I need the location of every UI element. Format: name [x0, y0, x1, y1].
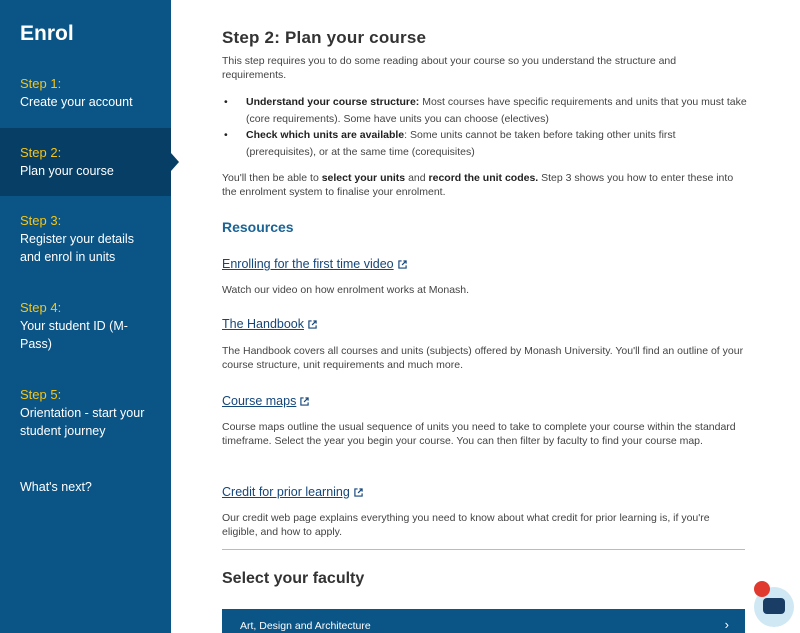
page-title: Step 2: Plan your course [222, 28, 427, 47]
sidebar-title: Enrol [20, 22, 74, 45]
link-text: The Handbook [222, 317, 305, 331]
step-label: Your student ID (M-Pass) [20, 319, 128, 351]
list-item [222, 127, 747, 160]
link-text: Enrolling for the first time video [222, 257, 394, 271]
text-span: Step 3 shows you how to enter these into the enrolment system to finalise your enrolment. [222, 172, 734, 198]
step-number: Step 4: [20, 300, 62, 315]
resources-heading: Resources [222, 219, 294, 235]
divider [222, 549, 745, 550]
sidebar-item-step-4[interactable] [0, 299, 171, 353]
step-label: Plan your course [20, 164, 114, 178]
step-number: Step 3: [20, 213, 62, 228]
notification-badge [754, 581, 770, 597]
sidebar-item-step-1[interactable] [0, 75, 171, 111]
step-label: Orientation - start your student journey [20, 406, 145, 438]
bullet-heading: Check which units are available [246, 129, 405, 141]
resource-description: Course maps outline the usual sequence of units you need to take to complete your course within the standard timeframe. Select the year you begin your course. You can then filter by faculty to find your course map. [222, 421, 736, 447]
step-label: Create your account [20, 95, 133, 109]
sidebar-item-step-3[interactable] [0, 212, 171, 266]
external-link-icon [354, 488, 363, 497]
sidebar-item-step-5[interactable] [0, 386, 171, 440]
faculty-accordion-art-design-architecture[interactable] [222, 609, 745, 633]
text-bold: select your units [321, 172, 406, 184]
chat-bubble-icon [763, 598, 785, 614]
resource-description: The Handbook covers all courses and units (subjects) offered by Monash University. You'll find an outline of your course structure, unit requirements and much more. [222, 345, 744, 371]
link-text: Course maps [222, 394, 297, 408]
requirements-list [222, 94, 747, 160]
step-number: Step 1: [20, 76, 62, 91]
sidebar-nav [0, 0, 171, 633]
text-span: and [405, 172, 429, 184]
external-link-icon [300, 397, 309, 406]
bullet-heading: Understand your course structure: [246, 96, 420, 108]
step-number: Step 5: [20, 387, 62, 402]
text-bold: record the unit codes. [428, 172, 539, 184]
step-number: Step 2: [20, 145, 62, 160]
enrolling-video-link[interactable] [222, 257, 407, 271]
bullet-text: Most courses have specific requirements and units that you must take (core requirements). Some have units you can choose (electives) [246, 96, 747, 125]
external-link-icon [398, 260, 407, 269]
list-item [222, 94, 747, 127]
text-span: You'll then be able to [222, 172, 322, 184]
faculty-label: Art, Design and Architecture [240, 620, 371, 632]
faculty-heading: Select your faculty [222, 570, 365, 587]
step-label: Register your details and enrol in units [20, 232, 134, 264]
credit-prior-learning-link[interactable] [222, 485, 363, 499]
sidebar-item-whats-next[interactable]: What's next? [20, 480, 92, 494]
sidebar-item-step-2[interactable] [0, 128, 171, 196]
handbook-link[interactable] [222, 317, 317, 331]
link-text: Credit for prior learning [222, 485, 350, 499]
course-maps-link[interactable] [222, 394, 309, 408]
bullet-text: : Some units cannot be taken before taking other units first (prerequisites), or at the same time (corequisites) [246, 129, 676, 158]
resource-description: Watch our video on how enrolment works at Monash. [222, 284, 470, 296]
chevron-right-icon: › [724, 617, 729, 632]
intro-text: This step requires you to do some reading about your course so you understand the structure and requirements. [222, 55, 677, 81]
resource-description: Our credit web page explains everything you need to know about what credit for prior learning is, if you're eligible, and how to apply. [222, 512, 710, 538]
external-link-icon [308, 320, 317, 329]
next-steps-text [222, 171, 747, 199]
